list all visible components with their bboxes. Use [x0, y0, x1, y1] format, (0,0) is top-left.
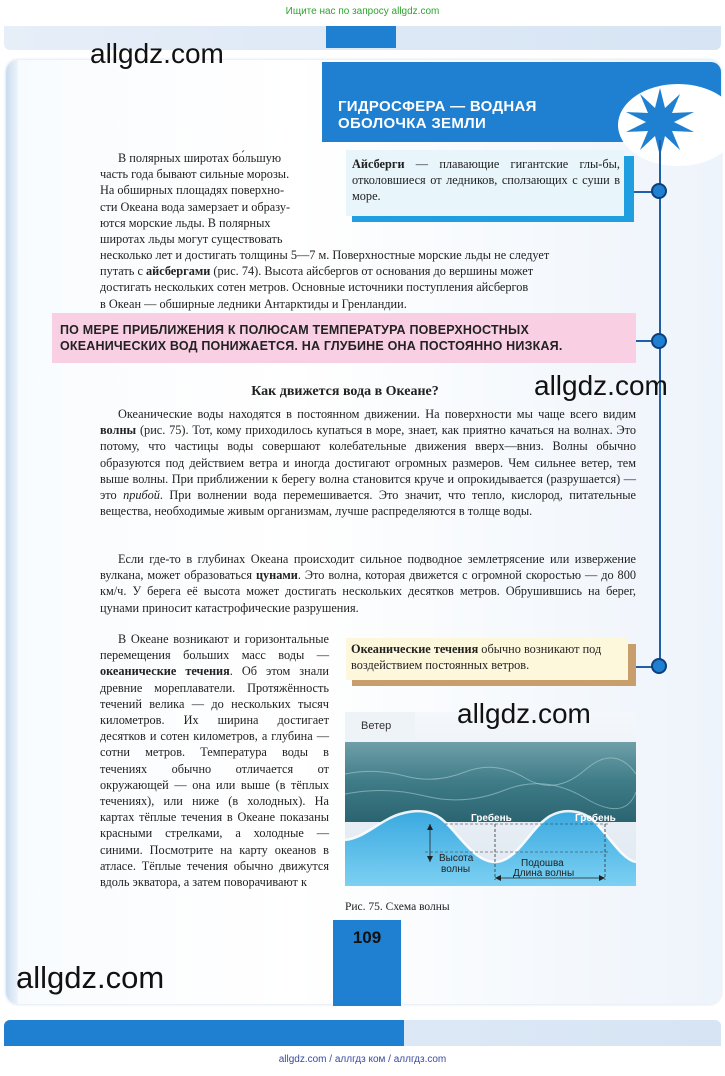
- icebergs-term: айсбергами: [145, 264, 211, 279]
- intro-line: сти Океана вода замерзает и образу-: [100, 199, 291, 214]
- top-note: Ищите нас по запросу allgdz.com: [285, 6, 440, 17]
- bottom-note: allgdz.com / аллгдз ком / аллгдз.com: [278, 1054, 447, 1065]
- page-left-edge: [6, 60, 18, 1004]
- intro-line: часть года бывают сильные морозы.: [100, 167, 290, 182]
- watermark: allgdz.com: [90, 38, 224, 69]
- height-label-1: Высота: [439, 853, 474, 864]
- section-title: Как движется вода в Океане?: [251, 384, 439, 399]
- wave-diagram: [345, 712, 636, 886]
- connector-dot: [651, 333, 667, 349]
- surf-term: прибой: [123, 488, 160, 503]
- waves-text: (рис. 75). Тот, кому приходилось купаться в море, знает, как приятно качаться на волнах. Это потому, что частицы воды совершают колебательные движения вверх—вниз. Волны обычно образуются под действием ветра и иногда достигают огромных размеров. Чем сильнее ветер, тем выше волны. При приближении к берегу волна становится круче и опрокидывается (разрушается) — это: [100, 423, 636, 503]
- currents-term: океанические течения: [100, 664, 230, 679]
- intro-line: [100, 263, 636, 279]
- page-number: 109: [352, 928, 382, 947]
- margin-connector-line: [659, 140, 661, 668]
- next-page-tab: [4, 1020, 404, 1046]
- waves-text: . При волнении вода перемешивается. Это значит, что тепло, кислород, питательные вещества, необходимые живым организмам, лучше распределяются в толще воды.: [100, 488, 637, 519]
- figure-caption: Рис. 75. Схема волны: [345, 901, 450, 913]
- key-fact-text: [60, 322, 630, 354]
- watermark: allgdz.com: [16, 960, 165, 995]
- key-fact-line1: ПО МЕРЕ ПРИБЛИЖЕНИЯ К ПОЛЮСАМ ТЕМПЕРАТУРА ПОВЕРХНОСТНЫХ: [60, 323, 530, 337]
- watermark: allgdz.com: [457, 698, 591, 729]
- chapter-title: [338, 98, 578, 132]
- definition-body: — плавающие гигантские глы-бы, отколовшиеся от ледников, сползающих с суши в море.: [352, 157, 620, 204]
- waves-text: Океанические воды находятся в постоянном движении. На поверхности мы чаще всего видим: [118, 407, 636, 421]
- currents-text: В Океане возникают и горизонтальные перемещения больших масс воды —: [100, 632, 329, 663]
- wind-label: Ветер: [361, 720, 392, 732]
- crest-label-1: Гребень: [471, 813, 512, 824]
- tsunami-text: . Это волна, которая движется с огромной скоростью — до 800 км/ч. У берега её высота может достигать нескольких десятков метров. Обрушившись на берег, цунами приносит катастрофические разрушения.: [100, 568, 636, 615]
- key-fact-line2: ОКЕАНИЧЕСКИХ ВОД ПОНИЖАЕТСЯ. НА ГЛУБИНЕ ОНА ПОСТОЯННО НИЗКАЯ.: [60, 339, 563, 353]
- intro-line: в Океан — обширные ледники Антарктиды и Гренландии.: [100, 296, 407, 311]
- intro-line: достигать нескольких сотен метров. Основные источники поступления айсбергов: [100, 280, 529, 295]
- intro-line-start: путать с: [100, 264, 146, 279]
- tsunami-term: цунами: [255, 568, 298, 583]
- definition-text: [352, 156, 620, 205]
- intro-full: [100, 247, 636, 312]
- wavelength-label: Длина волны: [513, 868, 575, 879]
- chapter-title-line1: ГИДРОСФЕРА — ВОДНАЯ: [338, 98, 537, 115]
- watermark: allgdz.com: [534, 370, 668, 401]
- intro-line: В полярных широтах бо́льшую: [118, 151, 282, 165]
- intro-line: На обширных площадях поверхно-: [100, 183, 285, 198]
- currents-box-text: [351, 641, 623, 673]
- currents-paragraph: [100, 631, 329, 890]
- currents-box-body: обычно возникают под воздействием постоянных ветров.: [351, 642, 602, 673]
- intro-line: широтах льды могут существовать: [100, 232, 283, 247]
- tsunami-paragraph: [100, 551, 636, 616]
- waves-paragraph: [100, 406, 636, 519]
- intro-line-end: (рис. 74). Высота айсбергов от основания до вершины может: [210, 264, 534, 279]
- currents-box-term: Океанические течения: [351, 642, 479, 656]
- definition-term: Айсберги: [352, 157, 405, 171]
- trough-label: Подошва: [521, 858, 564, 869]
- height-label-2: волны: [441, 864, 471, 875]
- sea-photo: [345, 742, 636, 822]
- waves-term: волны: [100, 423, 137, 438]
- chapter-title-line2: ОБОЛОЧКА ЗЕМЛИ: [338, 115, 487, 132]
- crest-label-2: Гребень: [575, 813, 616, 824]
- intro-column: [100, 150, 330, 247]
- currents-text: . Об этом знали древние мореплаватели. Протяжённость течений велика — до нескольких тысяч километров. Их ширина достигает десятков и сотен километров, а глубина — сотни метров. Температура воды в течениях обычно отличается от окружающей — она или выше (в тёплых течениях), или ниже (в холодных). На картах тёплые течения в Океане показаны красными стрелками, а холодные — синими. Посмотрите на карту океанов в атласе. Тёплые течения обычно движутся вдоль экватора, а затем поворачивают к: [100, 664, 329, 890]
- prev-page-tab: [326, 26, 396, 48]
- intro-line: ются морские льды. В полярных: [100, 215, 271, 230]
- connector-dot: [651, 658, 667, 674]
- tsunami-text: Если где-то в глубинах Океана происходит сильное подводное землетрясение или извержение вулкана, может образоваться: [100, 552, 636, 583]
- intro-line: несколько лет и достигать толщины 5—7 м. Поверхностные морские льды не следует: [100, 248, 550, 262]
- connector-dot: [651, 183, 667, 199]
